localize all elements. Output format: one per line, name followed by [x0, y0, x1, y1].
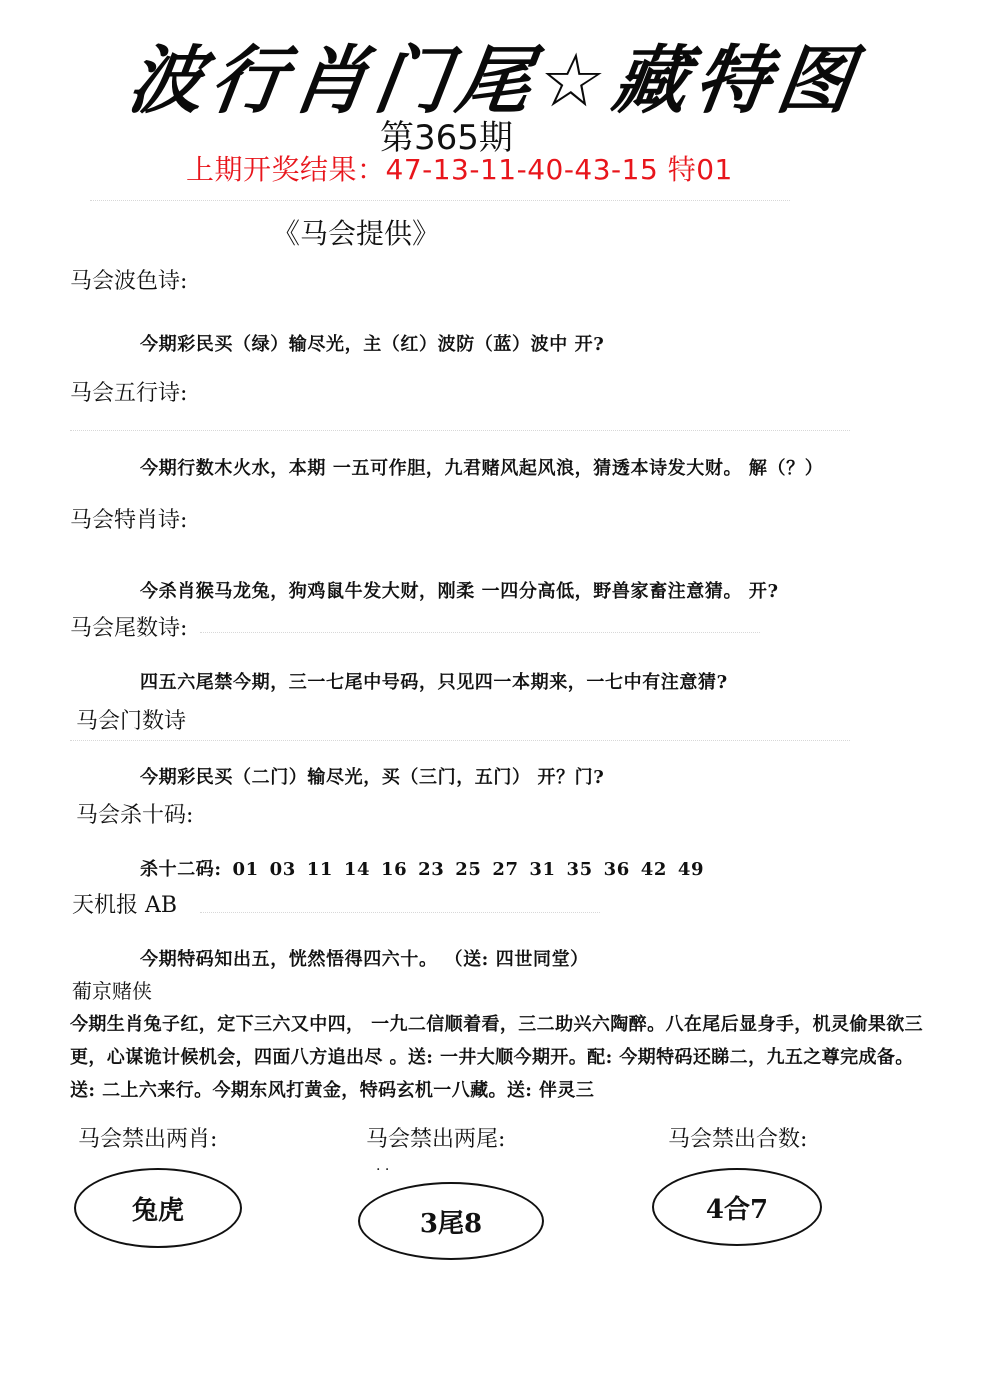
ban-value-tail: 3尾8 [419, 1208, 483, 1239]
divider [90, 200, 790, 202]
section-text-gate-number: 今期彩民买（二门）输尽光，买（三门，五门） 开？门? [140, 767, 605, 788]
section-heading-gate-number: 马会门数诗 [76, 709, 187, 734]
puzzle-text: 今期生肖兔子红，定下三六又中四， 一九二信顺着看，三二助兴六陶醉。八在尾后显身手，机灵偷果欲三更，心谋诡计候机会，四面八方追出尽 。送: 一井大顺今期开。配: 今期特码还睇二，九五之尊完成备。送: 二上六来行。今期东风打黄金，特码玄机一八藏。送: 伴灵三 [70, 1014, 924, 1101]
issue-number: 第365期 [380, 118, 513, 158]
section-text-kill-numbers: 杀十二码: 01 03 11 14 16 23 25 27 31 35 36 42 49 [140, 859, 705, 880]
page-title: 波行肖门尾☆藏特图 [123, 38, 866, 124]
section-text-tianji: 今期特码知出五，恍然悟得四六十。 （送: 四世同堂） [140, 949, 589, 970]
last-draw-result: 上期开奖结果：47-13-11-40-43-15 特01 [186, 153, 733, 186]
section-text-wave-color: 今期彩民买（绿）输尽光，主（红）波防（蓝）波中 开? [140, 334, 605, 355]
section-heading-five-elements: 马会五行诗: [70, 381, 188, 406]
section-heading-tianji: 天机报 AB [72, 893, 178, 918]
divider [70, 430, 850, 432]
ban-label-tail: 马会禁出两尾: [366, 1127, 506, 1152]
divider [70, 740, 850, 742]
section-heading-wave-color: 马会波色诗: [70, 269, 188, 294]
ban-oval-tail [358, 1182, 544, 1260]
dot-marks: . . [376, 1158, 390, 1174]
section-text-tail-number: 四五六尾禁今期，三一七尾中号码，只见四一本期来，一七中有注意猜? [140, 672, 728, 693]
divider [200, 632, 760, 634]
section-heading-kill-numbers: 马会杀十码: [76, 803, 194, 828]
section-text-five-elements: 今期行数木火水，本期 一五可作胆，九君赌风起风浪，猜透本诗发大财。 解（？） [140, 458, 824, 479]
ban-label-zodiac: 马会禁出两肖: [78, 1127, 218, 1152]
source-label: 《马会提供》 [272, 217, 441, 250]
ban-value-zodiac: 兔虎 [131, 1195, 184, 1226]
section-text-special-zodiac: 今杀肖猴马龙兔，狗鸡鼠牛发大财，刚柔 一四分高低，野兽家畜注意猜。 开? [140, 581, 779, 602]
ban-label-sum: 马会禁出合数: [668, 1127, 808, 1152]
ban-oval-sum [652, 1168, 822, 1246]
section-heading-tail-number: 马会尾数诗: [70, 616, 188, 641]
puzzle-heading: 葡京赌侠 [72, 979, 152, 1003]
section-heading-special-zodiac: 马会特肖诗: [70, 508, 188, 533]
ban-oval-zodiac [74, 1168, 242, 1248]
ban-value-sum: 4合7 [705, 1194, 769, 1225]
divider [200, 912, 600, 914]
